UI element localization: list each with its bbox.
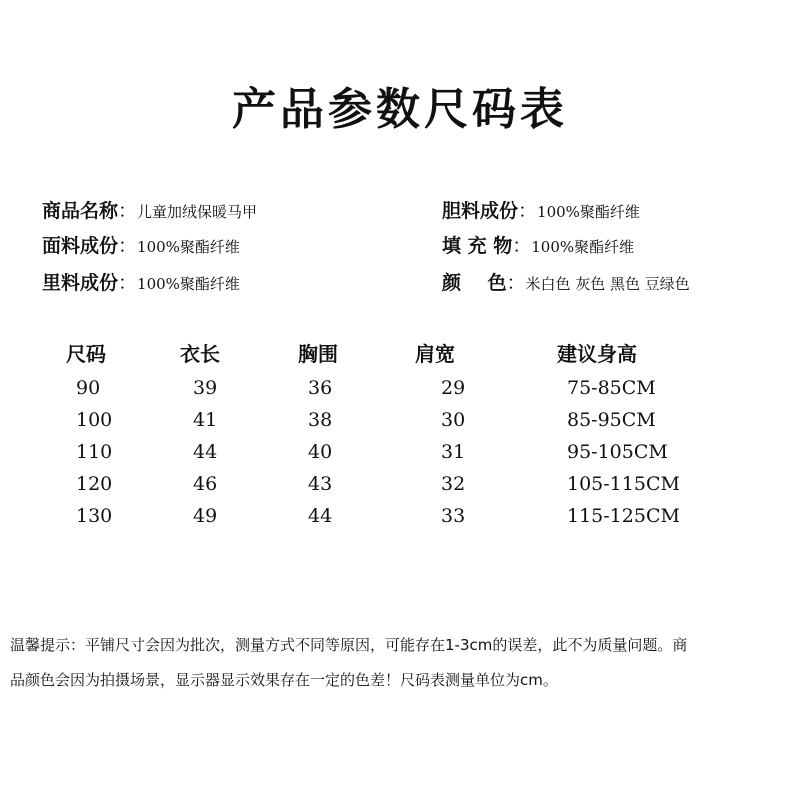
- info-value: 儿童加绒保暖马甲: [137, 203, 258, 221]
- table-cell: 90: [76, 377, 101, 399]
- table-cell: 31: [441, 441, 466, 463]
- table-header: 衣长: [180, 342, 220, 366]
- warm-tip-line-2: 品颜色会因为拍摄场景，显示器显示效果存在一定的色差！尺码表测量单位为cm。: [10, 671, 558, 689]
- info-label: 里料成份: [42, 272, 119, 294]
- info-label: 填 充 物: [442, 235, 513, 257]
- table-cell: 29: [441, 377, 466, 399]
- info-value: 米白色 灰色 黑色 豆绿色: [525, 275, 690, 293]
- info-value: 100%聚酯纤维: [531, 238, 635, 256]
- table-cell: 85-95CM: [567, 409, 656, 431]
- table-header: 胸围: [298, 342, 338, 366]
- table-cell: 105-115CM: [567, 473, 680, 495]
- table-header: 建议身高: [557, 342, 637, 366]
- warm-tip-line-1: 温馨提示：平铺尺寸会因为批次，测量方式不同等原因，可能存在1-3cm的误差，此不为质量问题。商: [10, 636, 688, 654]
- table-cell: 39: [193, 377, 218, 399]
- info-value: 100%聚酯纤维: [137, 238, 240, 256]
- table-cell: 75-85CM: [567, 377, 656, 399]
- table-cell: 41: [193, 409, 218, 431]
- table-cell: 95-105CM: [567, 441, 668, 463]
- table-cell: 110: [76, 441, 113, 463]
- table-cell: 100: [76, 409, 113, 431]
- table-cell: 30: [441, 409, 466, 431]
- table-cell: 38: [308, 409, 333, 431]
- table-cell: 44: [308, 505, 333, 527]
- table-cell: 130: [76, 505, 113, 527]
- table-cell: 49: [193, 505, 218, 527]
- info-label: 胆料成份: [442, 200, 519, 222]
- info-value: 100%聚酯纤维: [537, 203, 640, 221]
- table-cell: 33: [441, 505, 466, 527]
- table-cell: 40: [308, 441, 333, 463]
- table-cell: 115-125CM: [567, 505, 680, 527]
- info-label: 面料成份: [42, 235, 119, 257]
- table-cell: 46: [193, 473, 218, 495]
- table-cell: 44: [193, 441, 218, 463]
- info-label: 颜 色: [442, 272, 507, 294]
- info-separator: ：: [118, 272, 138, 294]
- info-label: 商品名称: [42, 200, 119, 222]
- table-cell: 32: [441, 473, 466, 495]
- info-separator: ：: [518, 200, 538, 222]
- table-header: 肩宽: [415, 342, 455, 366]
- info-separator: ：: [118, 200, 138, 222]
- table-cell: 43: [308, 473, 333, 495]
- table-header: 尺码: [66, 342, 106, 366]
- info-separator: ：: [118, 235, 138, 257]
- table-cell: 120: [76, 473, 113, 495]
- info-value: 100%聚酯纤维: [137, 275, 240, 293]
- page-title: 产品参数尺码表: [232, 84, 568, 135]
- info-separator: ：: [506, 272, 526, 294]
- table-cell: 36: [308, 377, 333, 399]
- info-separator: ：: [512, 235, 532, 257]
